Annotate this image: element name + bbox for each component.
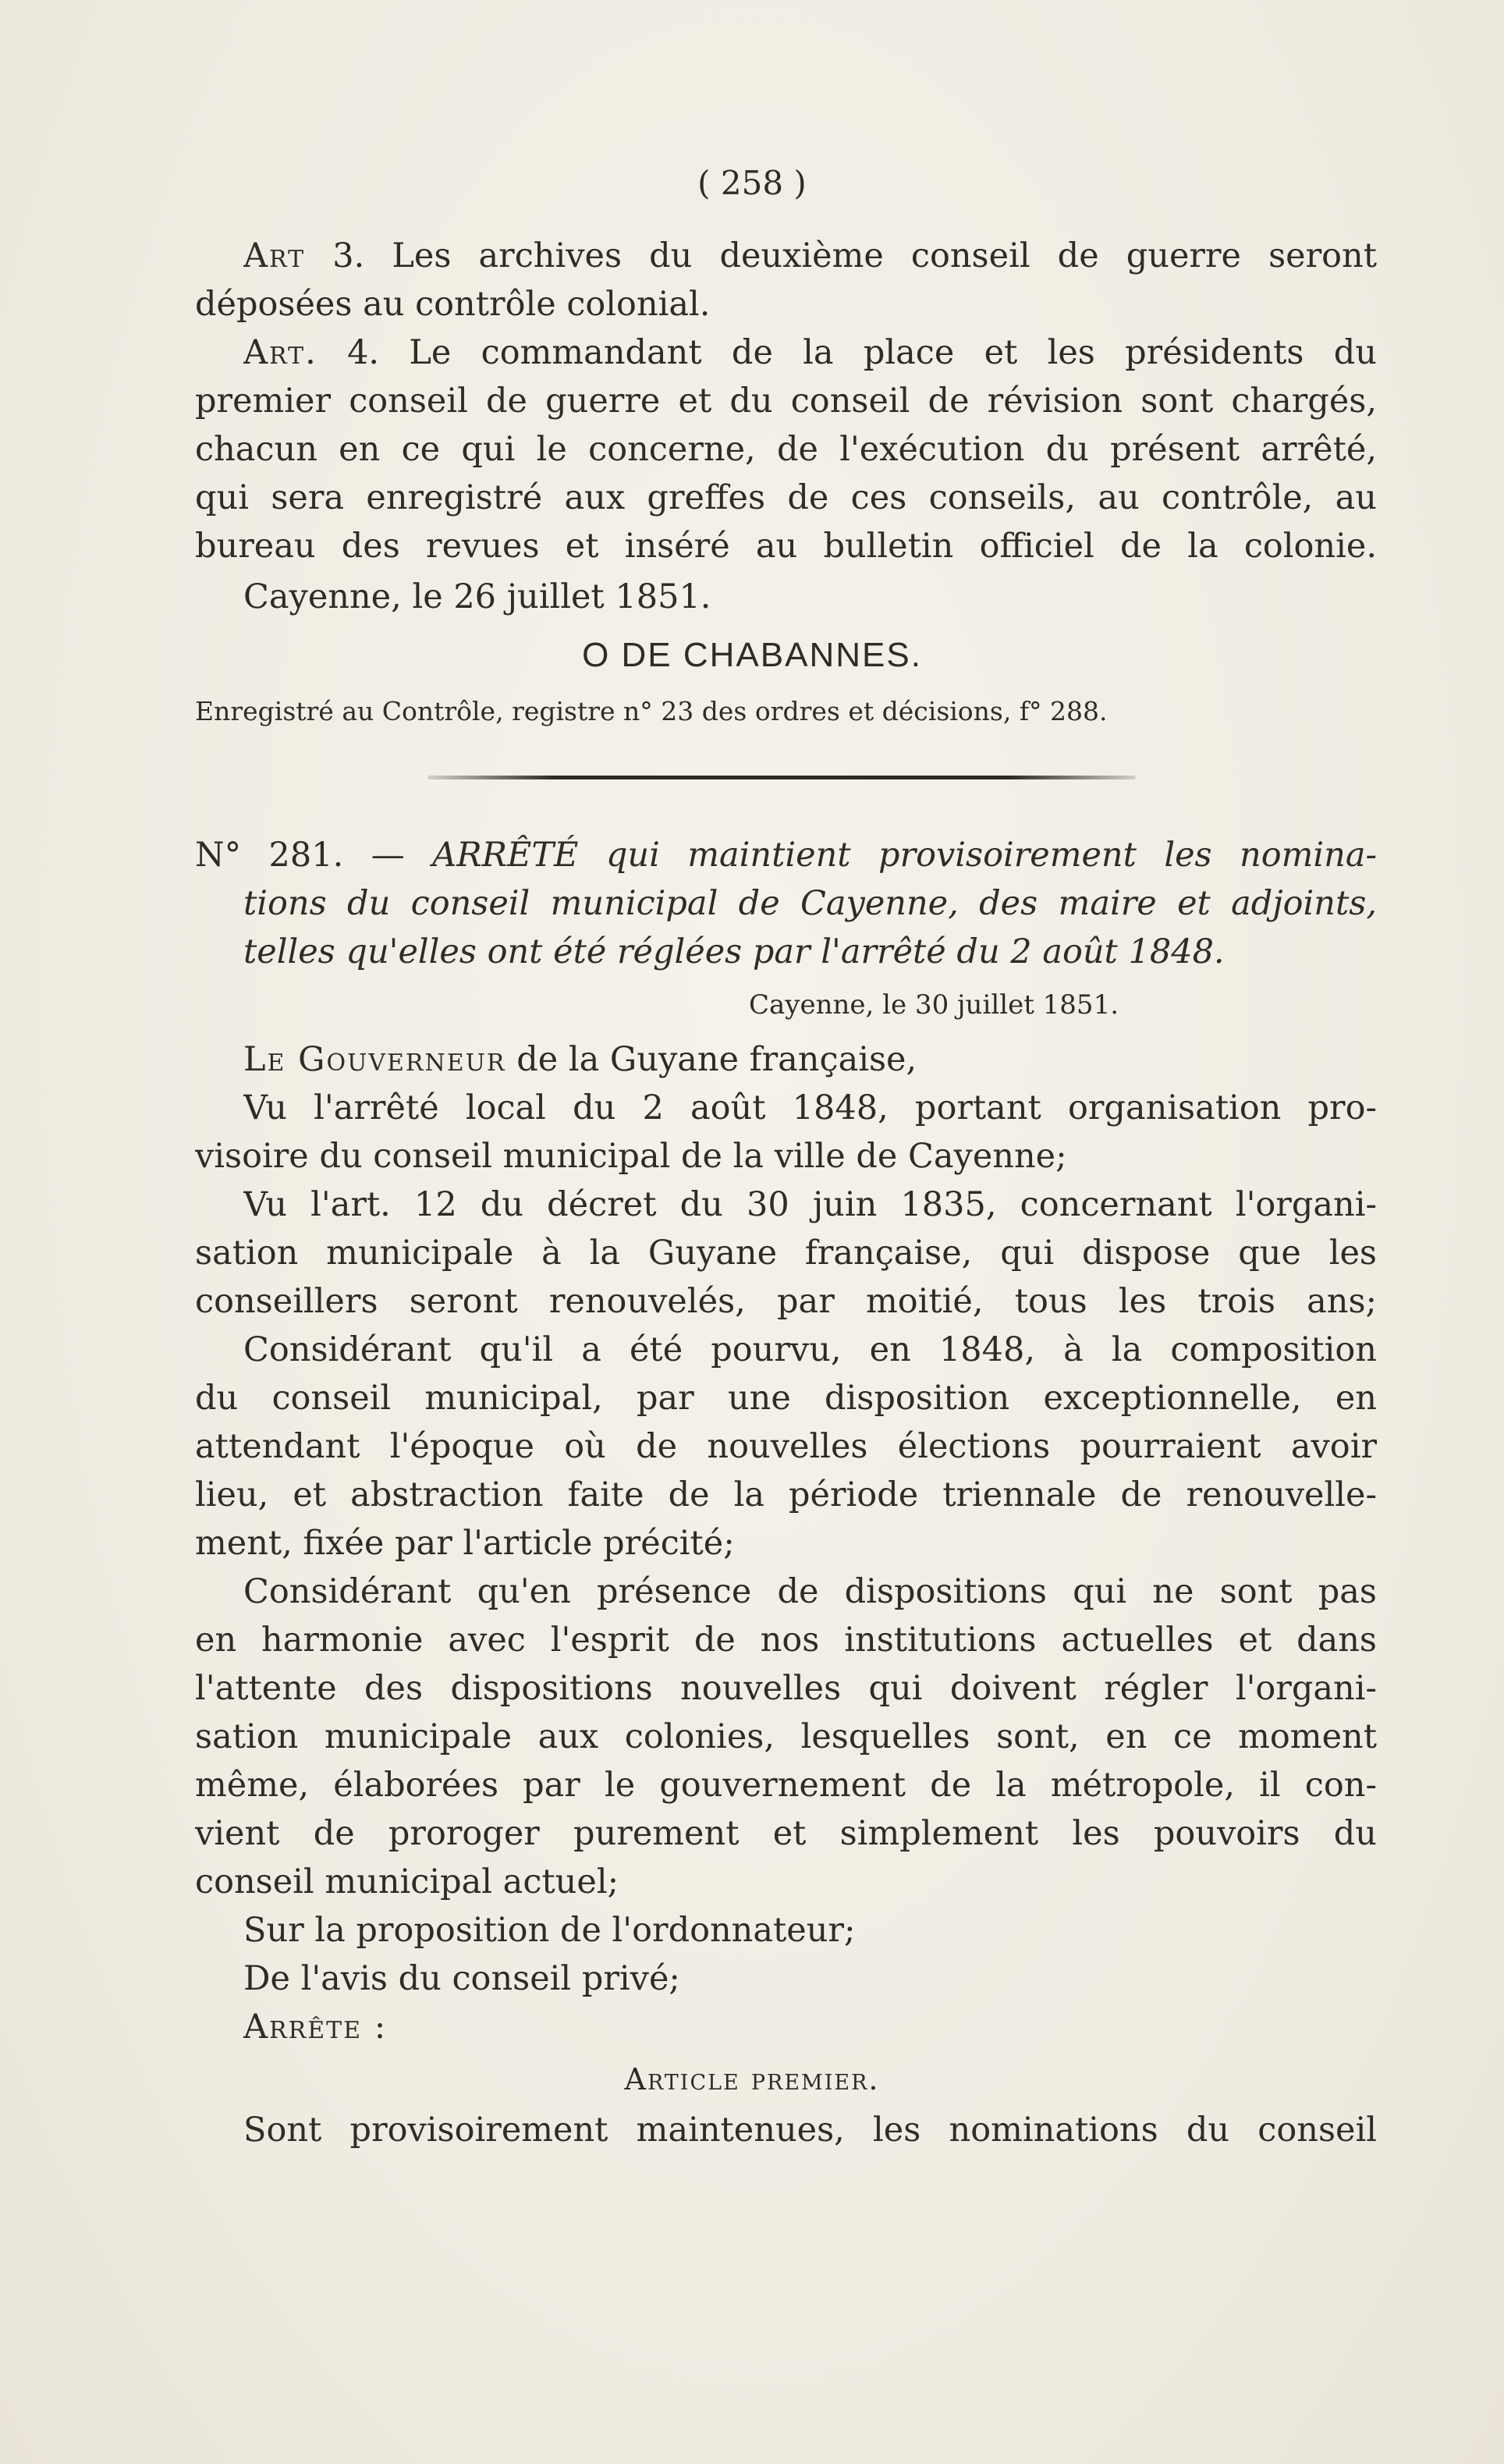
decree-title-line-3: telles qu'elles ont été réglées par l'arrêté du 2 août 1848. (243, 932, 1225, 971)
decree-date: Cayenne, le 30 juillet 1851. (749, 989, 1119, 1021)
page-number: ( 258 ) (697, 164, 807, 202)
governor-label: Le Gouverneur (243, 1040, 506, 1079)
cons1-line-1: Considérant qu'il a été pourvu, en 1848, à la composition (243, 1330, 1377, 1369)
cons2-line-6: vient de proroger purement et simplement les pouvoirs du (195, 1814, 1377, 1853)
decree-number: N° 281. — (195, 836, 433, 875)
cons1-line-3: attendant l'époque où de nouvelles élections pourraient avoir (195, 1427, 1377, 1466)
cons2-line-5: même, élaborées par le gouvernement de la métropole, il con- (195, 1766, 1377, 1805)
cons2-line-7: conseil municipal actuel; (195, 1862, 619, 1901)
vu1-line-1: Vu l'arrêté local du 2 août 1848, portant organisation pro- (243, 1088, 1377, 1127)
art4-line-1 (243, 329, 1377, 376)
art3-text: 3. Les archives du deuxième conseil de guerre seront (305, 236, 1377, 275)
cons2-line-2: en harmonie avec l'esprit de nos institutions actuelles et dans (195, 1621, 1377, 1660)
art4-label: Art. (243, 333, 317, 372)
last-line: Sont provisoirement maintenues, les nominations du conseil (243, 2111, 1377, 2150)
art4-line-2: premier conseil de guerre et du conseil de révision sont chargés, (195, 382, 1377, 421)
cons2-line-4: sation municipale aux colonies, lesquelles sont, en ce moment (195, 1717, 1377, 1756)
art4-line-4: qui sera enregistré aux greffes de ces conseils, au contrôle, au (195, 478, 1377, 517)
governor-line (243, 1036, 1377, 1083)
decree-title-1: ARRÊTÉ qui maintient provisoirement les nomina- (432, 836, 1377, 875)
art3-line-2: déposées au contrôle colonial. (195, 285, 711, 324)
cons1-line-4: lieu, et abstraction faite de la période triennale de renouvelle- (195, 1475, 1377, 1514)
art3-line-1 (243, 233, 1377, 279)
registration-note: Enregistré au Contrôle, registre n° 23 des ordres et décisions, f° 288. (195, 696, 1108, 726)
vu1-line-2: visoire du conseil municipal de la ville de Cayenne; (195, 1137, 1067, 1176)
cons1-line-5: ment, fixée par l'article précité; (195, 1524, 735, 1563)
vu2-line-1: Vu l'art. 12 du décret du 30 juin 1835, concernant l'organi- (243, 1185, 1377, 1224)
vu2-line-3: conseillers seront renouvelés, par moitié, tous les trois ans; (195, 1282, 1377, 1321)
governor-rest: de la Guyane française, (505, 1040, 917, 1079)
section-divider (427, 776, 1136, 779)
cons2-line-3: l'attente des dispositions nouvelles qui doivent régler l'organi- (195, 1669, 1377, 1708)
art3-label: Art (243, 236, 306, 275)
art4-line-3: chacun en ce qui le concerne, de l'exécution du présent arrêté, (195, 430, 1377, 469)
avis-line: De l'avis du conseil privé; (243, 1959, 680, 1998)
arrete-line: Arrête : (243, 2008, 388, 2047)
date-line-1: Cayenne, le 26 juillet 1851. (243, 577, 711, 616)
decree-title-line-2: tions du conseil municipal de Cayenne, des maire et adjoints, (243, 884, 1377, 923)
signature: O DE CHABANNES. (582, 636, 922, 674)
decree-title-line-1 (195, 832, 1377, 879)
art4-text: 4. Le commandant de la place et les présidents du (317, 333, 1377, 372)
art4-line-5: bureau des revues et inséré au bulletin officiel de la colonie. (195, 527, 1377, 566)
sur-line: Sur la proposition de l'ordonnateur; (243, 1911, 856, 1950)
cons1-line-2: du conseil municipal, par une disposition exceptionnelle, en (195, 1379, 1377, 1418)
vu2-line-2: sation municipale à la Guyane française, qui dispose que les (195, 1234, 1377, 1273)
cons2-line-1: Considérant qu'en présence de dispositions qui ne sont pas (243, 1572, 1377, 1611)
article-premier-heading: Article premier. (624, 2062, 880, 2097)
